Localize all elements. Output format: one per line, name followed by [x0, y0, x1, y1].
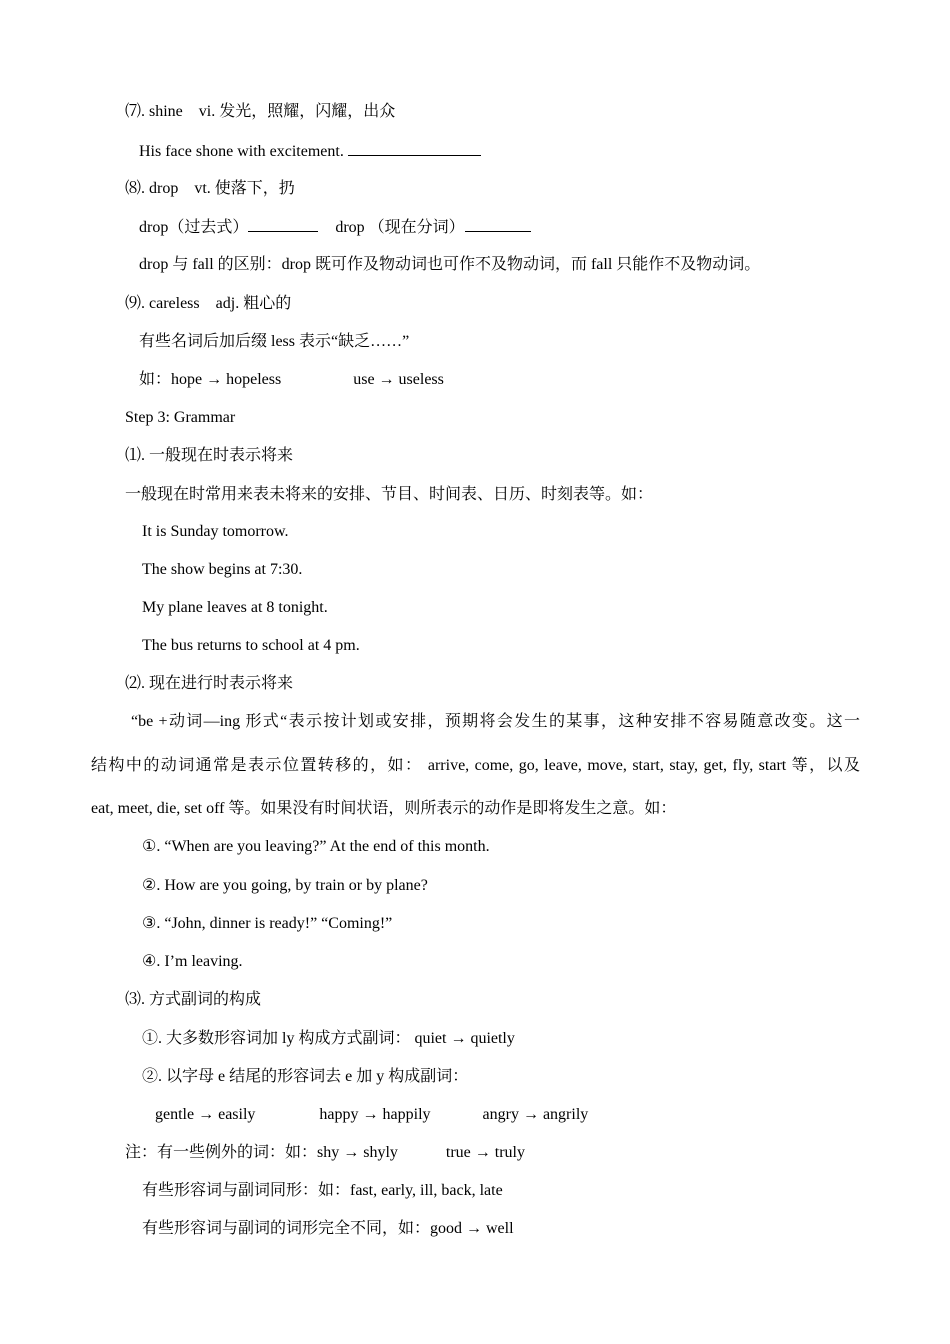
example-line — [142, 560, 302, 580]
vocab-headword: ⑻. drop — [125, 180, 179, 197]
example-line — [142, 952, 243, 972]
grammar-paragraph-line-2 — [91, 756, 860, 776]
grammar-paragraph-line-3 — [91, 799, 676, 819]
vocab-definition: adj. 粗心的 — [215, 295, 292, 312]
example-line — [142, 876, 428, 896]
adverb-rule-1 — [142, 1029, 515, 1049]
exception-note: 注：有一些例外的词：如：shy → shyly — [125, 1144, 398, 1161]
example-sentence: It is Sunday tomorrow. — [142, 523, 289, 540]
adverb-exceptions — [125, 1143, 525, 1163]
vocab-item-careless — [125, 294, 291, 314]
intro-text: 一般现在时常用来表未将来的安排、节目、时间表、日历、时刻表等。如： — [125, 486, 654, 503]
paragraph-text: 结构中的动词通常是表示位置转移的，如： arrive, come, go, leave, move, start, stay, get, fly, start 等，以及 — [91, 757, 860, 774]
vocab-definition: vt. 使落下，扔 — [194, 180, 295, 197]
heading-text: ⑵. 现在进行时表示将来 — [125, 675, 294, 692]
vocab-item-shine — [125, 102, 395, 122]
example-sentence: ①. “When are you leaving?” At the end of this month. — [142, 838, 490, 855]
example-angry: angry → angrily — [482, 1106, 589, 1123]
example-sentence: The bus returns to school at 4 pm. — [142, 637, 360, 654]
vocab-definition: vi. 发光，照耀，闪耀，出众 — [198, 103, 396, 120]
drop-fall-difference: drop 与 fall 的区别：drop 既可作及物动词也可作不及物动词，而 fall 只能作不及物动词。 — [139, 256, 761, 273]
example-sentence: ②. How are you going, by train or by plane? — [142, 877, 428, 894]
example-sentence: ③. “John, dinner is ready!” “Coming!” — [142, 915, 393, 932]
participle-blank[interactable] — [465, 217, 531, 232]
example-use: use → useless — [353, 371, 444, 388]
vocab-forms-drop — [139, 217, 531, 238]
heading-text: ⑶. 方式副词的构成 — [125, 991, 262, 1008]
grammar-heading-2 — [125, 674, 293, 694]
vocab-examples-less — [139, 370, 444, 390]
adverb-same-form — [142, 1181, 503, 1201]
grammar-paragraph-line-1 — [131, 712, 860, 732]
adverb-different-form — [142, 1219, 514, 1239]
example-sentence: My plane leaves at 8 tonight. — [142, 599, 328, 616]
adverb-rule-2 — [142, 1067, 468, 1087]
different-form-text: 有些形容词与副词的词形完全不同，如：good → well — [142, 1220, 514, 1237]
vocab-headword: ⑼. careless — [125, 295, 200, 312]
paragraph-text: eat, meet, die, set off 等。如果没有时间状语，则所表示的动作是即将发生之意。如： — [91, 800, 677, 817]
example-line — [142, 914, 392, 934]
grammar-heading-3 — [125, 990, 261, 1010]
paragraph-text: “be +动词—ing 形式“表示按计划或安排，预期将会发生的某事，这种安排不容易随意改变。这一 — [131, 713, 860, 730]
example-sentence: The show begins at 7:30. — [142, 561, 303, 578]
heading-text: ⑴. 一般现在时表示将来 — [125, 447, 294, 464]
participle-label: drop （现在分词） — [335, 219, 465, 236]
example-happy: happy → happily — [319, 1106, 431, 1123]
section-title-grammar — [125, 408, 235, 428]
example-hope: 如：hope → hopeless — [139, 371, 282, 388]
vocab-note-drop-fall — [139, 255, 760, 275]
example-gentle: gentle → easily — [155, 1106, 256, 1123]
past-tense-blank[interactable] — [248, 217, 318, 232]
adverb-examples — [155, 1105, 588, 1125]
example-line — [142, 837, 490, 857]
example-line — [142, 522, 289, 542]
same-form-text: 有些形容词与副词同形：如：fast, early, ill, back, late — [142, 1182, 503, 1199]
suffix-note: 有些名词后加后缀 less 表示“缺乏……” — [139, 333, 410, 350]
vocab-example-shine — [139, 141, 481, 162]
step-title: Step 3: Grammar — [125, 409, 236, 426]
example-sentence: His face shone with excitement. — [139, 143, 344, 160]
grammar-heading-1 — [125, 446, 293, 466]
answer-blank[interactable] — [348, 141, 481, 156]
rule-text: ①. 大多数形容词加 ly 构成方式副词： quiet → quietly — [142, 1030, 515, 1047]
vocab-item-drop — [125, 179, 295, 199]
vocab-note-less — [139, 332, 409, 352]
example-true: true → truly — [445, 1144, 525, 1161]
example-sentence: ④. I’m leaving. — [142, 953, 243, 970]
example-line — [142, 636, 360, 656]
rule-text: ②. 以字母 e 结尾的形容词去 e 加 y 构成副词： — [142, 1068, 469, 1085]
grammar-intro-1 — [125, 485, 653, 505]
example-line — [142, 598, 328, 618]
vocab-headword: ⑺. shine — [125, 103, 183, 120]
past-tense-label: drop（过去式） — [139, 219, 249, 236]
